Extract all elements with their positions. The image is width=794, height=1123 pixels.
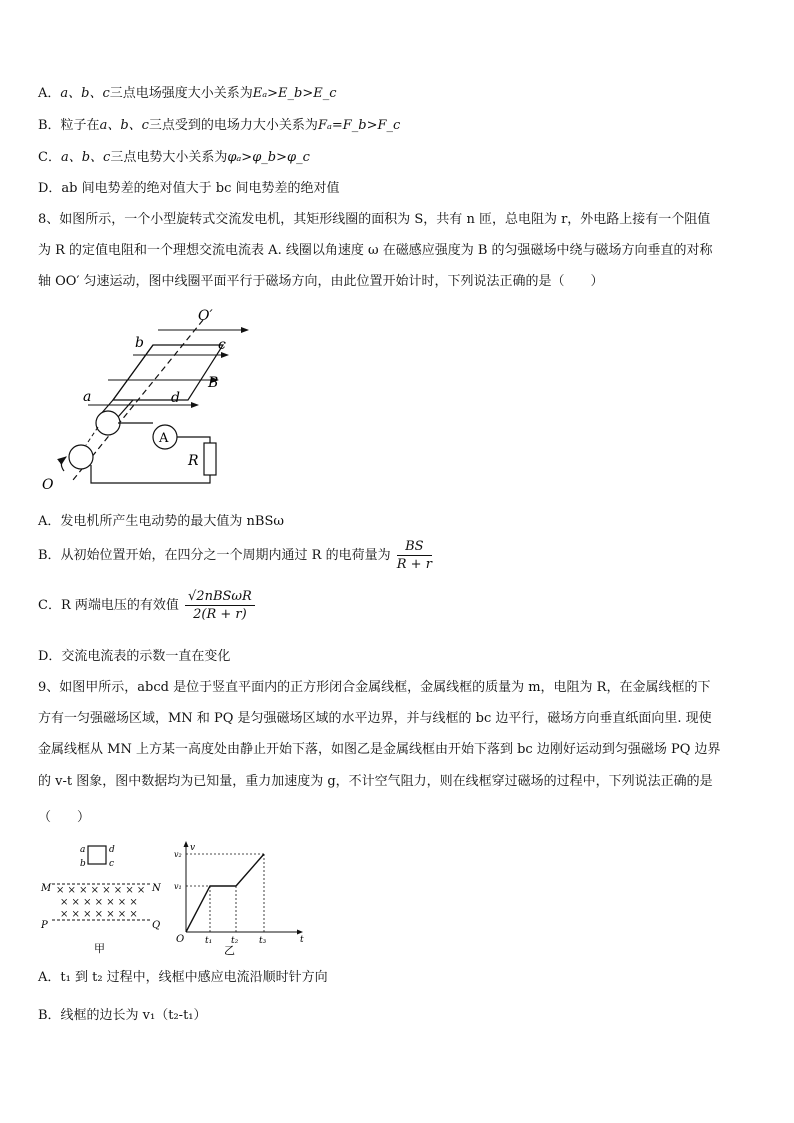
q8-option-d: D．交流电流表的示数一直在变化 [38, 649, 231, 664]
q8-generator-figure [38, 305, 268, 495]
svg-text:× × × × × × ×: × × × × × × × [60, 909, 138, 920]
q8-option-c: C．R 两端电压的有效值 $\frac{\text{√2nBSωR}}{2(R + r)}$ [38, 588, 255, 624]
svg-text:c: c [109, 859, 115, 869]
label-b: b [135, 335, 144, 351]
svg-text:d: d [109, 845, 115, 855]
q7-option-a: A．a、b、c三点电场强度大小关系为Eₐ>E_b>E_c [38, 86, 337, 101]
svg-text:N: N [152, 883, 161, 894]
svg-text:v₂: v₂ [174, 850, 182, 859]
q7-option-c: C．a、b、c三点电势大小关系为φₐ>φ_b>φ_c [38, 150, 310, 165]
svg-text:t₃: t₃ [259, 936, 267, 946]
q9-stem-line-2: 方有一匀强磁场区域，MN 和 PQ 是匀强磁场区域的水平边界，并与线框的 bc 边平行，磁场方向垂直纸面向里. 现使 [38, 711, 712, 726]
label-c: c [218, 337, 226, 353]
q8-option-a: A．发电机所产生电动势的最大值为 nBSω [38, 514, 284, 529]
q7-option-b: B．粒子在a、b、c三点受到的电场力大小关系为Fₐ=F_b>F_c [38, 118, 401, 133]
q8-stem-line-3: 轴 OO′ 匀速运动，图中线圈平面平行于磁场方向，由此位置开始计时，下列说法正确的是（ ） [38, 274, 604, 289]
svg-text:t₁: t₁ [205, 936, 213, 946]
q9-option-b: B．线框的边长为 v₁（t₂-t₁） [38, 1008, 207, 1023]
svg-text:M: M [41, 883, 52, 894]
label-o: O [42, 477, 54, 493]
svg-text:× × × × × × × ×: × × × × × × × × [56, 885, 146, 896]
q8-option-b: B．从初始位置开始，在四分之一个周期内通过 R 的电荷量为 $\frac{BS}{R + r}$ [38, 539, 432, 572]
caption-yi: 乙 [224, 944, 235, 957]
svg-text:× × × × × × ×: × × × × × × × [60, 897, 138, 908]
q8-option-c-fraction: $\frac{\text{√2nBSωR}}{2(R + r)}$ [185, 588, 255, 623]
q8-stem-line-2: 为 R 的定值电阻和一个理想交流电流表 A. 线圈以角速度 ω 在磁感应强度为 B 的匀强磁场中绕与磁场方向垂直的对称 [38, 243, 713, 258]
svg-text:Q: Q [152, 920, 161, 931]
caption-jia: 甲 [94, 942, 105, 955]
svg-text:v: v [190, 843, 196, 853]
label-r: R [188, 453, 199, 469]
q9-stem-line-4: 的 v-t 图象，图中数据均为已知量，重力加速度为 g，不计空气阻力，则在线框穿过磁场的过程中，下列说法正确的是 [38, 774, 713, 789]
q8-stem-line-1: 8、如图所示，一个小型旋转式交流发电机，其矩形线圈的面积为 S，共有 n 匝，总电阻为 r，外电路上接有一个阻值 [38, 212, 711, 227]
q8-option-b-fraction: $\frac{BS}{R + r}$ [396, 539, 432, 572]
svg-text:a: a [80, 845, 86, 855]
svg-text:t: t [300, 935, 304, 945]
q9-stem-line-5: （ ） [38, 810, 91, 825]
label-a: a [83, 389, 92, 405]
q7-option-d: D．ab 间电势差的绝对值大于 bc 间电势差的绝对值 [38, 181, 340, 196]
label-ammeter: A [159, 431, 169, 446]
q9-option-a: A．t₁ 到 t₂ 过程中，线框中感应电流沿顺时针方向 [38, 970, 328, 985]
label-d: d [171, 390, 180, 406]
label-o-prime: O′ [198, 308, 213, 324]
svg-text:t₂: t₂ [231, 936, 239, 946]
q9-stem-line-3: 金属线框从 MN 上方某一高度处由静止开始下落，如图乙是金属线框由开始下落到 bc 边刚好运动到匀强磁场 PQ 边界 [38, 742, 721, 757]
q9-stem-line-1: 9、如图甲所示，abcd 是位于竖直平面内的正方形闭合金属线框，金属线框的质量为 m，电阻为 R，在金属线框的下 [38, 680, 711, 695]
q9-figure-jia [38, 838, 168, 958]
svg-text:b: b [80, 859, 86, 869]
label-field-b: B [208, 375, 219, 391]
svg-text:v₁: v₁ [174, 882, 182, 891]
svg-text:O: O [176, 934, 185, 945]
svg-text:P: P [41, 920, 48, 931]
q9-figure-yi [172, 838, 312, 958]
